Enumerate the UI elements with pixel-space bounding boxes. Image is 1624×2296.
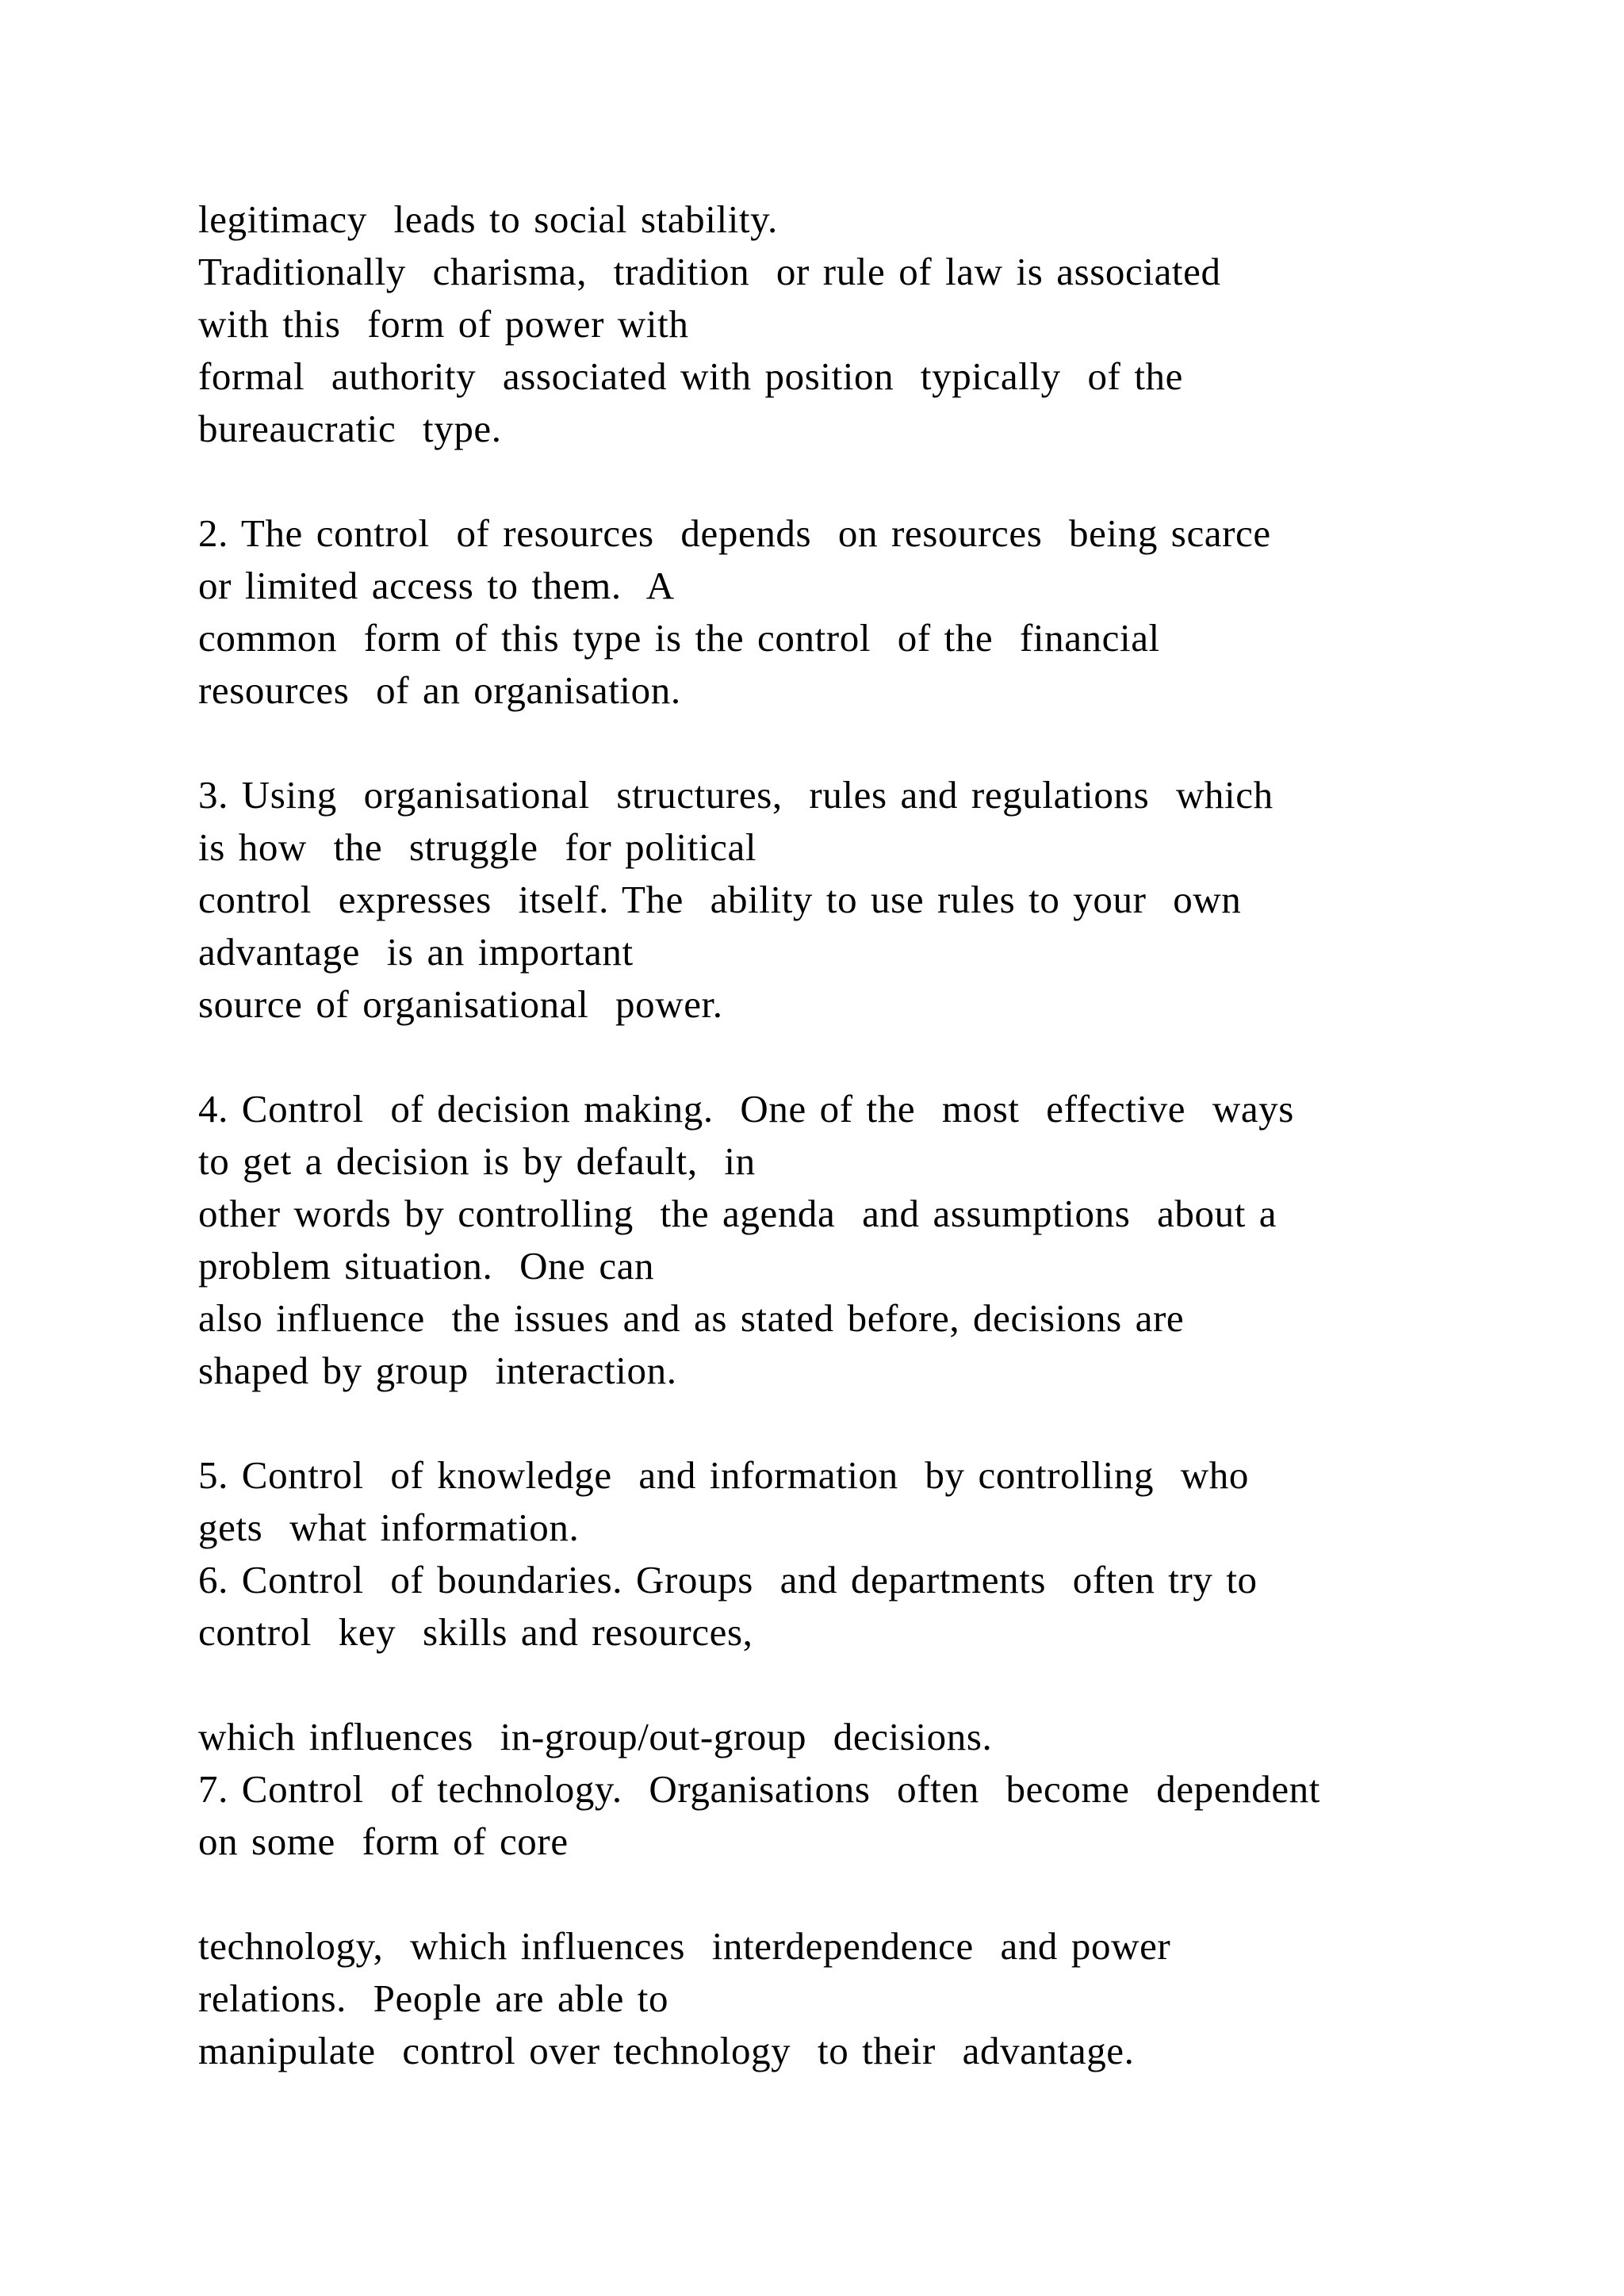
paragraph-gap: [198, 1397, 1546, 1449]
text-line: advantage is an important: [198, 930, 634, 974]
text-line: Traditionally charisma, tradition or rule of law is associated: [198, 250, 1221, 293]
text-line: gets what information.: [198, 1506, 580, 1549]
text-line: with this form of power with: [198, 302, 689, 346]
paragraph-gap: [198, 455, 1546, 507]
paragraph-gap: [198, 1659, 1546, 1711]
text-line: other words by controlling the agenda and assumptions about a: [198, 1192, 1277, 1235]
text-line: 6. Control of boundaries. Groups and departments often try to: [198, 1558, 1258, 1601]
text-line: manipulate control over technology to their advantage.: [198, 2029, 1135, 2072]
text-line: control expresses itself. The ability to use rules to your own: [198, 878, 1242, 921]
text-line: which influences in-group/out-group decisions.: [198, 1715, 993, 1758]
paragraph-gap: [198, 717, 1546, 769]
text-line: legitimacy leads to social stability.: [198, 197, 778, 241]
text-line: relations. People are able to: [198, 1976, 669, 2020]
text-line: control key skills and resources,: [198, 1610, 753, 1654]
text-line: resources of an organisation.: [198, 668, 681, 712]
text-line: on some form of core: [198, 1820, 569, 1863]
paragraph-gap: [198, 1868, 1546, 1920]
text-line: 5. Control of knowledge and information by controlling who: [198, 1453, 1249, 1497]
text-line: source of organisational power.: [198, 982, 723, 1026]
text-line: common form of this type is the control of the financial: [198, 616, 1160, 660]
text-line: also influence the issues and as stated before, decisions are: [198, 1296, 1185, 1340]
text-line: 4. Control of decision making. One of the most effective ways: [198, 1087, 1294, 1131]
text-line: is how the struggle for political: [198, 825, 757, 869]
text-line: 2. The control of resources depends on resources being scarce: [198, 511, 1271, 555]
text-line: 3. Using organisational structures, rules and regulations which: [198, 773, 1274, 817]
text-line: shaped by group interaction.: [198, 1349, 677, 1392]
text-line: problem situation. One can: [198, 1244, 655, 1288]
text-line: bureaucratic type.: [198, 407, 502, 450]
text-line: technology, which influences interdependence and power: [198, 1924, 1171, 1968]
text-line: to get a decision is by default, in: [198, 1139, 756, 1183]
text-line: formal authority associated with position typically of the: [198, 354, 1183, 398]
paragraph-gap: [198, 1031, 1546, 1083]
text-line: 7. Control of technology. Organisations often become dependent: [198, 1767, 1320, 1811]
text-line: or limited access to them. A: [198, 564, 675, 607]
body-text: [198, 193, 1546, 2077]
